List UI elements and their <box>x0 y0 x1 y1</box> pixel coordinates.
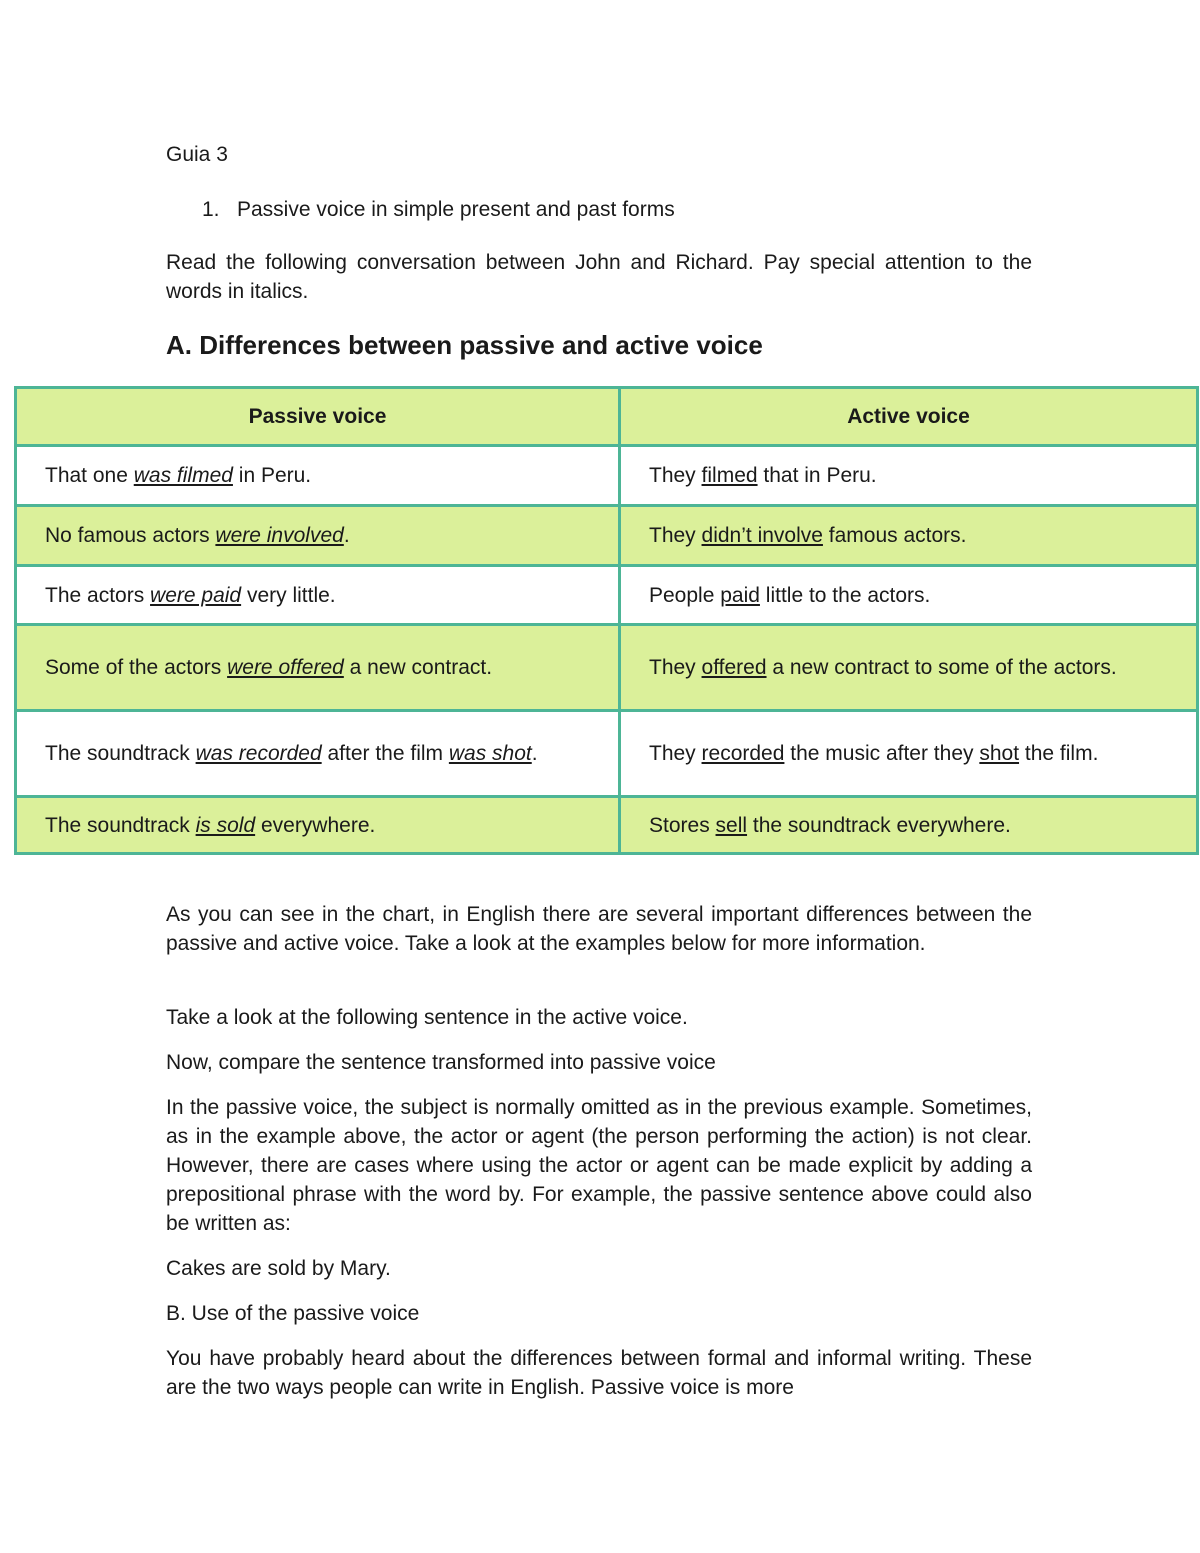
section-b-heading: B. Use of the passive voice <box>166 1302 420 1325</box>
active-verb: recorded <box>701 742 785 765</box>
table-row <box>16 446 1198 506</box>
table-row <box>16 711 1198 797</box>
passive-verb: was recorded <box>195 742 322 765</box>
section-a-heading: A. Differences between passive and active voice <box>166 330 763 360</box>
example-sentence: Cakes are sold by Mary. <box>166 1257 391 1280</box>
active-verb: filmed <box>701 464 758 487</box>
passive-verb: is sold <box>195 813 256 837</box>
list-item-text: Passive voice in simple present and past forms <box>237 198 675 221</box>
active-verb: sell <box>715 813 748 837</box>
voice-comparison-table <box>14 386 1199 855</box>
active-verb: paid <box>720 583 760 607</box>
passive-cell: The soundtrack was recorded after the film was shot. <box>16 711 620 797</box>
header-active: Active voice <box>620 388 1198 446</box>
passive-verb: were offered <box>227 656 344 679</box>
header-passive: Passive voice <box>16 388 620 446</box>
passive-cell: No famous actors were involved. <box>16 506 620 566</box>
active-cell: People paid little to the actors. <box>620 566 1198 625</box>
body-paragraph: Take a look at the following sentence in the active voice. <box>166 1006 688 1029</box>
passive-verb: were paid <box>150 583 242 607</box>
passive-cell: That one was filmed in Peru. <box>16 446 620 506</box>
table-header-row <box>16 388 1198 446</box>
list-number: 1. <box>202 198 220 221</box>
passive-cell: The actors were paid very little. <box>16 566 620 625</box>
passive-cell: The soundtrack is sold everywhere. <box>16 797 620 854</box>
passive-verb: was shot <box>448 742 532 765</box>
active-cell: They offered a new contract to some of the actors. <box>620 625 1198 711</box>
table-row <box>16 625 1198 711</box>
active-verb: offered <box>701 656 767 679</box>
body-paragraph: You have probably heard about the differences between formal and informal writing. These are the two ways people can write in English. Passive voice is more <box>166 1347 1032 1399</box>
passive-cell: Some of the actors were offered a new contract. <box>16 625 620 711</box>
active-cell: Stores sell the soundtrack everywhere. <box>620 797 1198 854</box>
table-row <box>16 797 1198 854</box>
document-title: Guia 3 <box>166 143 228 166</box>
intro-paragraph: Read the following conversation between John and Richard. Pay special attention to the words in italics. <box>166 251 1032 303</box>
active-verb: shot <box>979 742 1020 765</box>
numbered-list-item <box>202 195 675 224</box>
passive-verb: was filmed <box>133 464 233 487</box>
active-cell: They filmed that in Peru. <box>620 446 1198 506</box>
body-paragraph: In the passive voice, the subject is normally omitted as in the previous example. Sometimes, as in the example above, the actor or agent (the person performing the action) is not clear. However, there are cases where using the actor or agent can be made explicit by adding a prepositional phrase with the word by. For example, the passive sentence above could also be written as: <box>166 1096 1032 1235</box>
table-row <box>16 566 1198 625</box>
active-cell: They didn’t involve famous actors. <box>620 506 1198 566</box>
active-verb: didn’t involve <box>701 524 823 547</box>
table-row <box>16 506 1198 566</box>
body-paragraph: As you can see in the chart, in English there are several important differences between the passive and active voice. Take a look at the examples below for more information. <box>166 903 1032 955</box>
body-paragraph: Now, compare the sentence transformed into passive voice <box>166 1051 716 1074</box>
active-cell: They recorded the music after they shot the film. <box>620 711 1198 797</box>
passive-verb: were involved <box>215 524 344 547</box>
